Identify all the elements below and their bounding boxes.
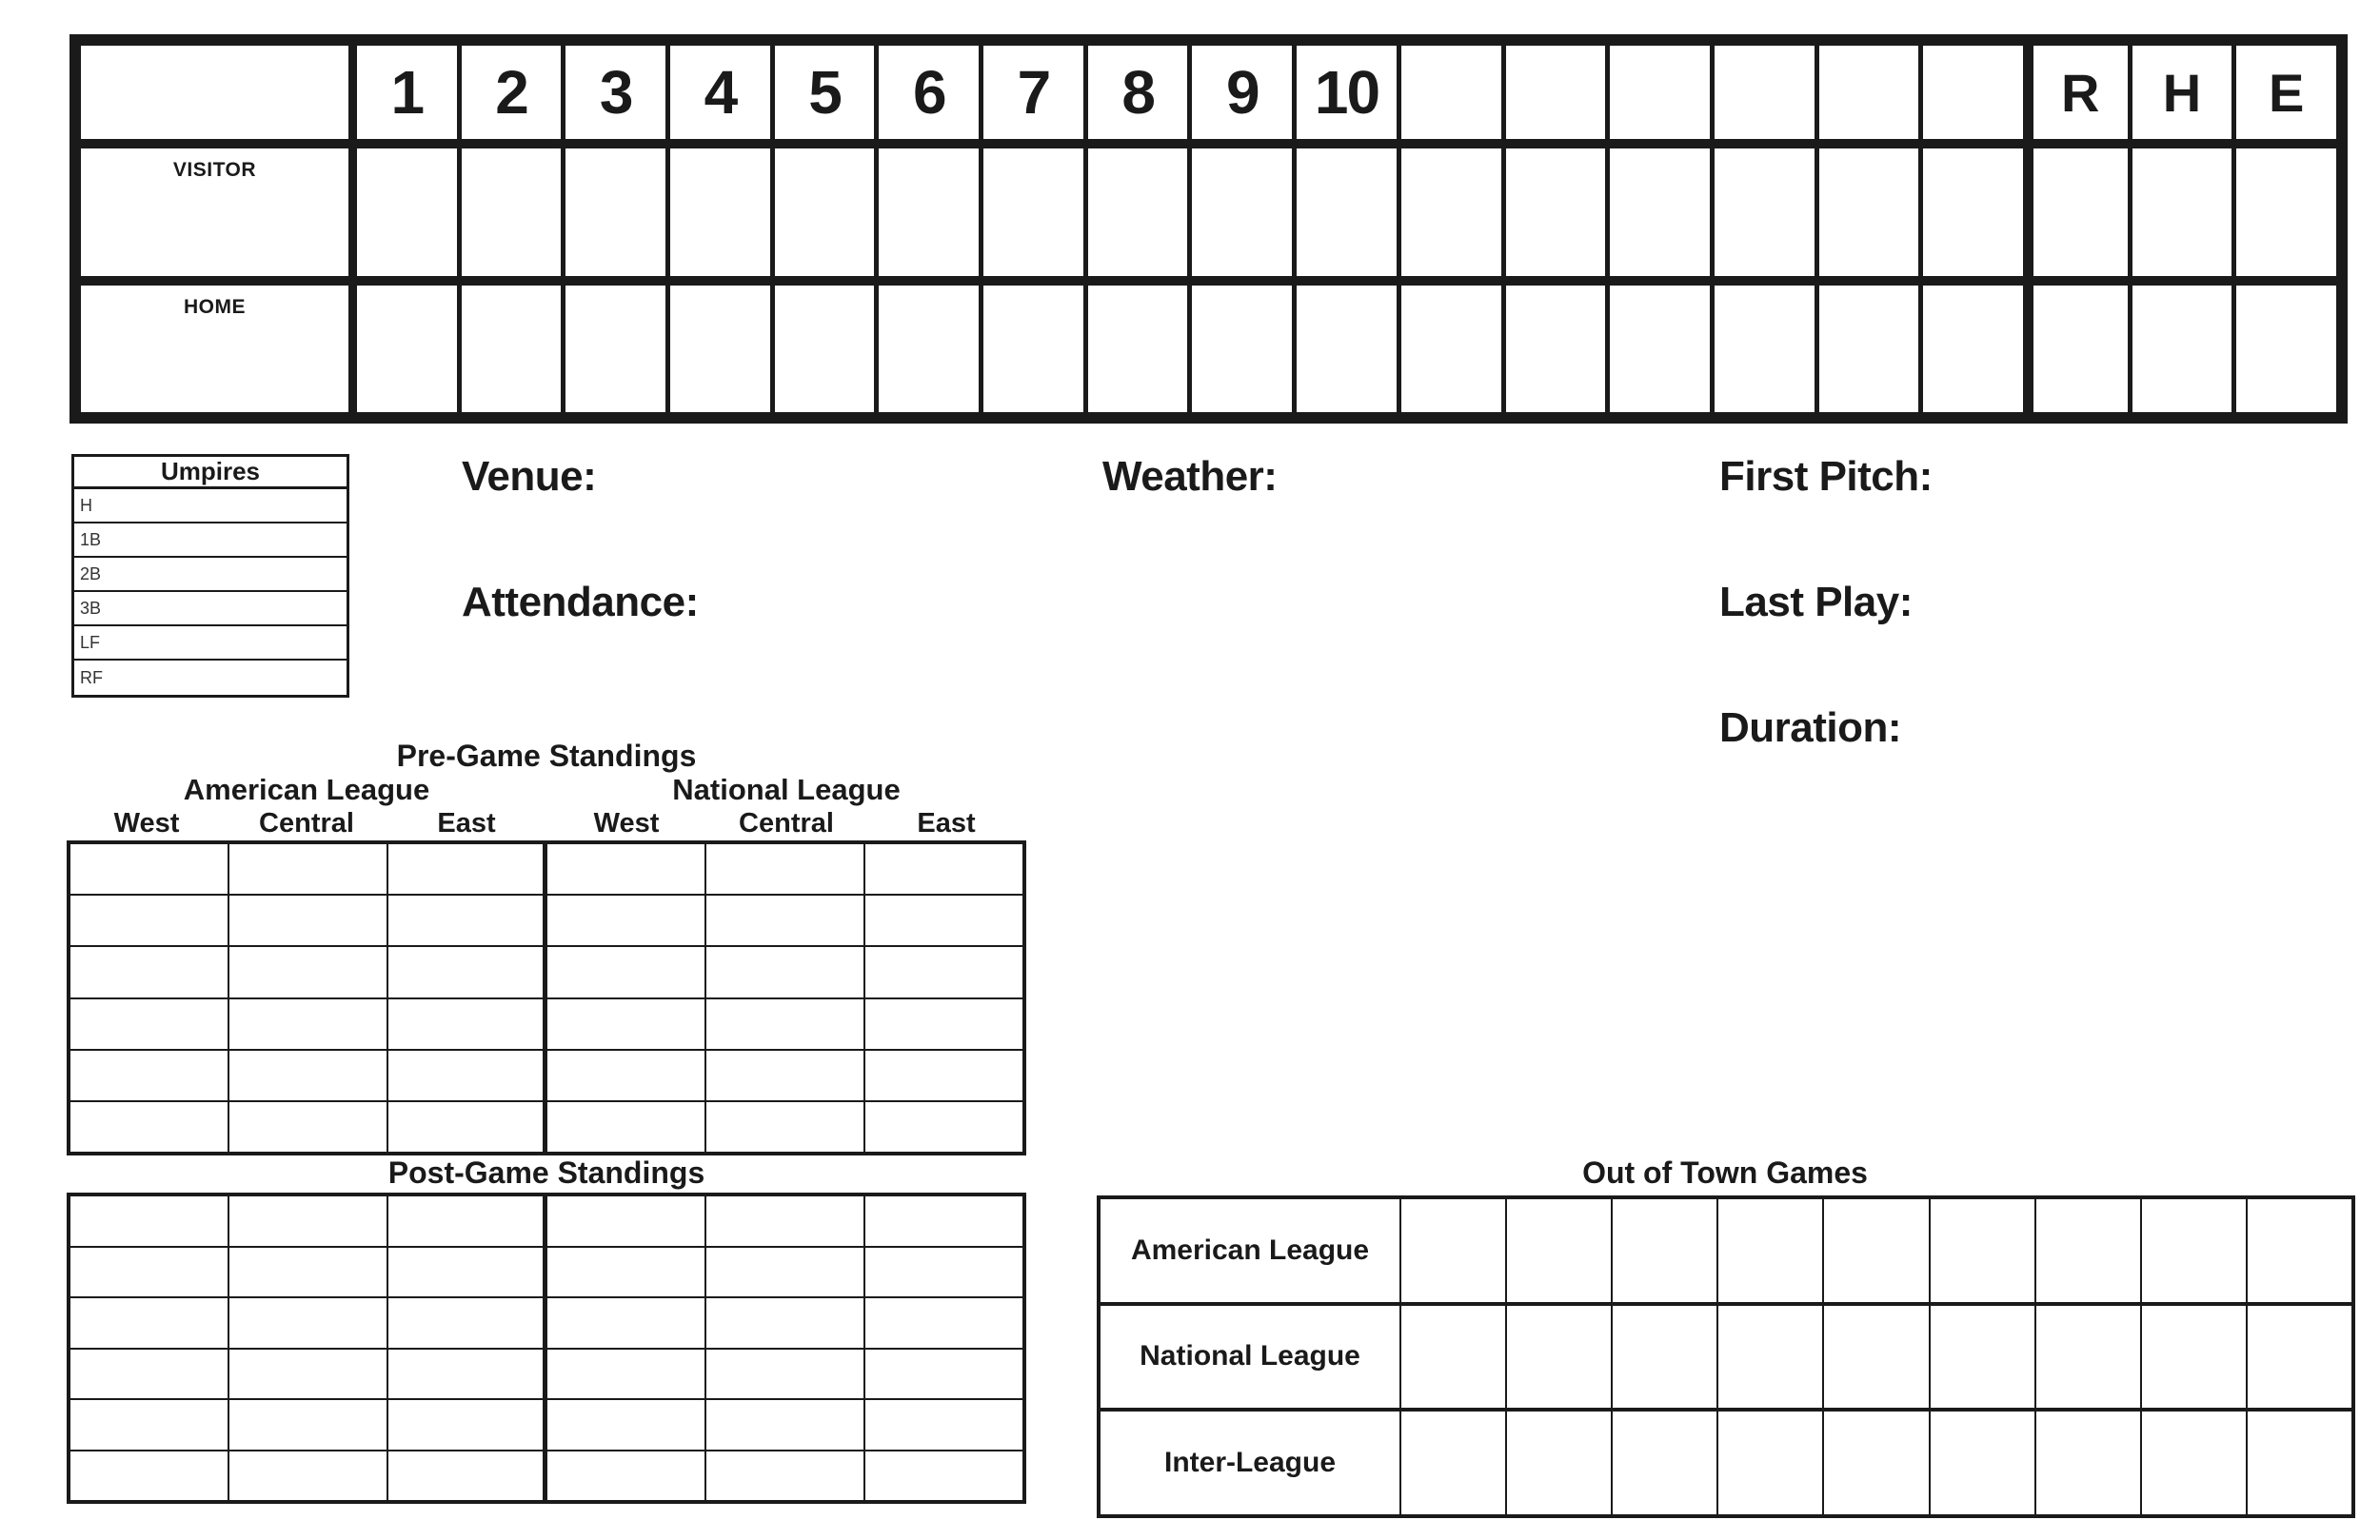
out-of-town-nl-cell[interactable] <box>1507 1306 1611 1409</box>
pregame-standings-cell[interactable] <box>547 844 704 894</box>
postgame-standings-cell[interactable] <box>865 1350 1022 1399</box>
extra-inning-header-cell <box>1715 46 1815 139</box>
out-of-town-title: Out of Town Games <box>1582 1155 1868 1190</box>
inning-header-cell: 3 <box>565 46 665 139</box>
visitor-team-cell[interactable] <box>81 148 352 276</box>
pregame-standings-cell[interactable] <box>547 947 704 997</box>
pregame-standings-cell[interactable] <box>865 844 1022 894</box>
inning-header-cell: 4 <box>670 46 770 139</box>
postgame-standings-cell[interactable] <box>229 1350 387 1399</box>
out-of-town-inter-cell[interactable] <box>1613 1412 1716 1514</box>
weather-label: Weather: <box>1102 453 1278 500</box>
out-of-town-al-cell[interactable] <box>1718 1199 1822 1302</box>
pregame-standings-cell[interactable] <box>70 844 228 894</box>
division-header-al-west: West <box>113 808 180 839</box>
extra-inning-header-cell <box>1923 46 2023 139</box>
division-header-al-central: Central <box>259 808 354 839</box>
postgame-standings-cell[interactable] <box>388 1248 545 1297</box>
pregame-standings-cell[interactable] <box>547 1051 704 1100</box>
visitor-label: VISITOR <box>172 159 257 181</box>
out-of-town-inter-cell[interactable] <box>2036 1412 2140 1514</box>
postgame-standings-table <box>67 1193 1026 1504</box>
out-of-town-nl-cell[interactable] <box>1824 1306 1928 1409</box>
pregame-standings-cell[interactable] <box>547 999 704 1049</box>
umpire-row-2b[interactable] <box>74 558 347 592</box>
postgame-standings-cell[interactable] <box>388 1350 545 1399</box>
postgame-standings-cell[interactable] <box>70 1350 228 1399</box>
visitor-score-cell[interactable] <box>1819 148 1919 276</box>
visitor-score-cell[interactable] <box>1088 148 1188 276</box>
visitor-score-cell[interactable] <box>565 148 665 276</box>
pregame-standings-cell[interactable] <box>706 896 863 945</box>
out-of-town-nl-cell[interactable] <box>1401 1306 1505 1409</box>
pregame-standings-cell[interactable] <box>547 896 704 945</box>
out-of-town-al-cell[interactable] <box>2248 1199 2351 1302</box>
postgame-standings-cell[interactable] <box>388 1400 545 1450</box>
home-score-cell[interactable] <box>1819 286 1919 413</box>
pregame-standings-cell[interactable] <box>70 1051 228 1100</box>
pregame-standings-cell[interactable] <box>388 947 545 997</box>
pregame-standings-cell[interactable] <box>70 896 228 945</box>
errors-header-cell: E <box>2236 46 2336 139</box>
home-team-cell[interactable] <box>81 286 352 413</box>
home-label: HOME <box>184 295 246 318</box>
visitor-score-cell[interactable] <box>1297 148 1397 276</box>
postgame-standings-cell[interactable] <box>388 1298 545 1348</box>
postgame-standings-cell[interactable] <box>70 1400 228 1450</box>
extra-inning-header-cell <box>1506 46 1606 139</box>
umpire-row-rf[interactable] <box>74 661 347 695</box>
pregame-standings-cell[interactable] <box>229 1102 387 1152</box>
postgame-standings-cell[interactable] <box>70 1196 228 1246</box>
out-of-town-al-cell[interactable] <box>1401 1199 1505 1302</box>
pregame-standings-cell[interactable] <box>865 999 1022 1049</box>
postgame-standings-cell[interactable] <box>229 1248 387 1297</box>
inning-header-cell: 8 <box>1088 46 1188 139</box>
inning-header-cell: 10 <box>1297 46 1397 139</box>
visitor-score-cell[interactable] <box>357 148 457 276</box>
home-score-cell[interactable] <box>357 286 457 413</box>
pregame-standings-cell[interactable] <box>706 999 863 1049</box>
first-pitch-label: First Pitch: <box>1719 453 1933 500</box>
pregame-standings-table <box>67 840 1026 1155</box>
linescore-corner-cell <box>81 46 352 139</box>
pregame-standings-cell[interactable] <box>229 1051 387 1100</box>
pregame-standings-cell[interactable] <box>388 999 545 1049</box>
postgame-standings-cell[interactable] <box>706 1248 863 1297</box>
out-of-town-nl-cell[interactable] <box>2036 1306 2140 1409</box>
out-of-town-inter-cell[interactable] <box>1507 1412 1611 1514</box>
visitor-score-cell[interactable] <box>1506 148 1606 276</box>
pregame-standings-cell[interactable] <box>865 947 1022 997</box>
umpire-position-label: LF <box>80 632 101 652</box>
hits-header-cell: H <box>2132 46 2232 139</box>
visitor-score-cell[interactable] <box>879 148 979 276</box>
postgame-standings-cell[interactable] <box>547 1451 704 1501</box>
division-header-nl-east: East <box>917 808 976 839</box>
umpire-position-label: 1B <box>80 529 102 549</box>
postgame-standings-cell[interactable] <box>865 1400 1022 1450</box>
postgame-standings-cell[interactable] <box>865 1298 1022 1348</box>
pregame-standings-cell[interactable] <box>229 844 387 894</box>
last-play-label: Last Play: <box>1719 579 1913 625</box>
umpire-row-lf[interactable] <box>74 626 347 661</box>
visitor-score-cell[interactable] <box>1923 148 2023 276</box>
out-of-town-inter-cell[interactable] <box>2142 1412 2246 1514</box>
home-score-cell[interactable] <box>2132 286 2232 413</box>
out-of-town-inter-cell[interactable] <box>1824 1412 1928 1514</box>
inning-header-cell: 5 <box>775 46 875 139</box>
postgame-standings-cell[interactable] <box>229 1451 387 1501</box>
out-of-town-inter-cell[interactable] <box>2248 1412 2351 1514</box>
pregame-standings-cell[interactable] <box>70 1102 228 1152</box>
postgame-standings-cell[interactable] <box>229 1298 387 1348</box>
out-of-town-row-label-al: American League <box>1101 1199 1399 1302</box>
umpires-title: Umpires <box>74 457 347 489</box>
out-of-town-al-cell[interactable] <box>2142 1199 2246 1302</box>
visitor-score-cell[interactable] <box>1192 148 1292 276</box>
out-of-town-inter-cell[interactable] <box>1931 1412 2034 1514</box>
home-score-cell[interactable] <box>1610 286 1710 413</box>
home-score-cell[interactable] <box>565 286 665 413</box>
postgame-standings-cell[interactable] <box>547 1400 704 1450</box>
visitor-score-cell[interactable] <box>1401 148 1501 276</box>
pregame-standings-cell[interactable] <box>388 1102 545 1152</box>
visitor-score-cell[interactable] <box>1610 148 1710 276</box>
out-of-town-nl-cell[interactable] <box>1931 1306 2034 1409</box>
pregame-standings-cell[interactable] <box>70 999 228 1049</box>
visitor-score-cell[interactable] <box>1715 148 1815 276</box>
pregame-standings-cell[interactable] <box>706 947 863 997</box>
postgame-standings-cell[interactable] <box>229 1400 387 1450</box>
inning-header-cell: 9 <box>1192 46 1292 139</box>
home-score-cell[interactable] <box>1506 286 1606 413</box>
home-score-cell[interactable] <box>1192 286 1292 413</box>
postgame-standings-cell[interactable] <box>547 1298 704 1348</box>
postgame-standings-cell[interactable] <box>706 1196 863 1246</box>
out-of-town-al-cell[interactable] <box>1824 1199 1928 1302</box>
pregame-standings-cell[interactable] <box>865 1051 1022 1100</box>
home-score-cell[interactable] <box>1923 286 2023 413</box>
pregame-standings-cell[interactable] <box>865 1102 1022 1152</box>
inning-header-cell: 7 <box>983 46 1083 139</box>
division-header-nl-central: Central <box>739 808 834 839</box>
runs-header-cell: R <box>2028 46 2128 139</box>
out-of-town-nl-cell[interactable] <box>2248 1306 2351 1409</box>
linescore-table <box>69 34 2348 424</box>
pregame-standings-cell[interactable] <box>70 947 228 997</box>
inning-header-cell: 2 <box>462 46 562 139</box>
postgame-standings-cell[interactable] <box>70 1451 228 1501</box>
out-of-town-nl-cell[interactable] <box>2142 1306 2246 1409</box>
umpire-position-label: 3B <box>80 598 102 618</box>
inning-header-cell: 1 <box>357 46 457 139</box>
out-of-town-nl-cell[interactable] <box>1718 1306 1822 1409</box>
out-of-town-inter-cell[interactable] <box>1718 1412 1822 1514</box>
postgame-standings-cell[interactable] <box>865 1196 1022 1246</box>
out-of-town-al-cell[interactable] <box>1931 1199 2034 1302</box>
pregame-standings-cell[interactable] <box>388 844 545 894</box>
home-score-cell[interactable] <box>462 286 562 413</box>
venue-label: Venue: <box>462 453 597 500</box>
pregame-standings-cell[interactable] <box>706 1102 863 1152</box>
inning-header-cell: 6 <box>879 46 979 139</box>
attendance-label: Attendance: <box>462 579 699 625</box>
out-of-town-al-cell[interactable] <box>2036 1199 2140 1302</box>
pregame-standings-cell[interactable] <box>706 844 863 894</box>
postgame-standings-cell[interactable] <box>706 1451 863 1501</box>
postgame-standings-cell[interactable] <box>70 1248 228 1297</box>
national-league-header: National League <box>672 773 901 806</box>
visitor-score-cell[interactable] <box>462 148 562 276</box>
home-score-cell[interactable] <box>1715 286 1815 413</box>
umpire-row-1b[interactable] <box>74 523 347 558</box>
postgame-standings-cell[interactable] <box>229 1196 387 1246</box>
division-header-nl-west: West <box>593 808 660 839</box>
out-of-town-al-cell[interactable] <box>1613 1199 1716 1302</box>
pregame-standings-cell[interactable] <box>388 1051 545 1100</box>
american-league-header: American League <box>183 773 430 806</box>
extra-inning-header-cell <box>1401 46 1501 139</box>
division-header-al-east: East <box>437 808 496 839</box>
postgame-standings-cell[interactable] <box>388 1451 545 1501</box>
extra-inning-header-cell <box>1610 46 1710 139</box>
postgame-standings-cell[interactable] <box>70 1298 228 1348</box>
home-score-cell[interactable] <box>2028 286 2128 413</box>
umpires-table <box>71 454 349 698</box>
pregame-standings-cell[interactable] <box>547 1102 704 1152</box>
home-score-cell[interactable] <box>775 286 875 413</box>
duration-label: Duration: <box>1719 704 1902 751</box>
umpire-row-home[interactable] <box>74 489 347 523</box>
out-of-town-row-label-nl: National League <box>1101 1306 1399 1409</box>
home-score-cell[interactable] <box>879 286 979 413</box>
visitor-score-cell[interactable] <box>2236 148 2336 276</box>
postgame-standings-cell[interactable] <box>706 1298 863 1348</box>
visitor-score-cell[interactable] <box>2132 148 2232 276</box>
out-of-town-inter-cell[interactable] <box>1401 1412 1505 1514</box>
postgame-standings-cell[interactable] <box>388 1196 545 1246</box>
postgame-standings-cell[interactable] <box>706 1400 863 1450</box>
pregame-standings-cell[interactable] <box>229 896 387 945</box>
postgame-standings-cell[interactable] <box>547 1248 704 1297</box>
postgame-standings-cell[interactable] <box>547 1196 704 1246</box>
visitor-score-cell[interactable] <box>775 148 875 276</box>
extra-inning-header-cell <box>1819 46 1919 139</box>
out-of-town-table <box>1097 1195 2355 1518</box>
umpire-position-label: H <box>80 495 92 515</box>
visitor-score-cell[interactable] <box>2028 148 2128 276</box>
pregame-standings-cell[interactable] <box>388 896 545 945</box>
home-score-cell[interactable] <box>983 286 1083 413</box>
out-of-town-nl-cell[interactable] <box>1613 1306 1716 1409</box>
home-score-cell[interactable] <box>670 286 770 413</box>
postgame-standings-cell[interactable] <box>865 1248 1022 1297</box>
postgame-standings-cell[interactable] <box>706 1350 863 1399</box>
pregame-standings-title: Pre-Game Standings <box>396 739 697 773</box>
visitor-score-cell[interactable] <box>670 148 770 276</box>
postgame-standings-cell[interactable] <box>865 1451 1022 1501</box>
out-of-town-row-label-inter: Inter-League <box>1101 1412 1399 1514</box>
home-score-cell[interactable] <box>2236 286 2336 413</box>
visitor-score-cell[interactable] <box>983 148 1083 276</box>
postgame-standings-title: Post-Game Standings <box>387 1155 705 1190</box>
pregame-standings-cell[interactable] <box>706 1051 863 1100</box>
out-of-town-al-cell[interactable] <box>1507 1199 1611 1302</box>
pregame-standings-cell[interactable] <box>229 999 387 1049</box>
home-score-cell[interactable] <box>1401 286 1501 413</box>
pregame-standings-cell[interactable] <box>229 947 387 997</box>
umpire-row-3b[interactable] <box>74 592 347 626</box>
pregame-standings-cell[interactable] <box>865 896 1022 945</box>
umpire-position-label: 2B <box>80 563 102 583</box>
postgame-standings-cell[interactable] <box>547 1350 704 1399</box>
home-score-cell[interactable] <box>1088 286 1188 413</box>
home-score-cell[interactable] <box>1297 286 1397 413</box>
umpire-position-label: RF <box>80 667 103 687</box>
